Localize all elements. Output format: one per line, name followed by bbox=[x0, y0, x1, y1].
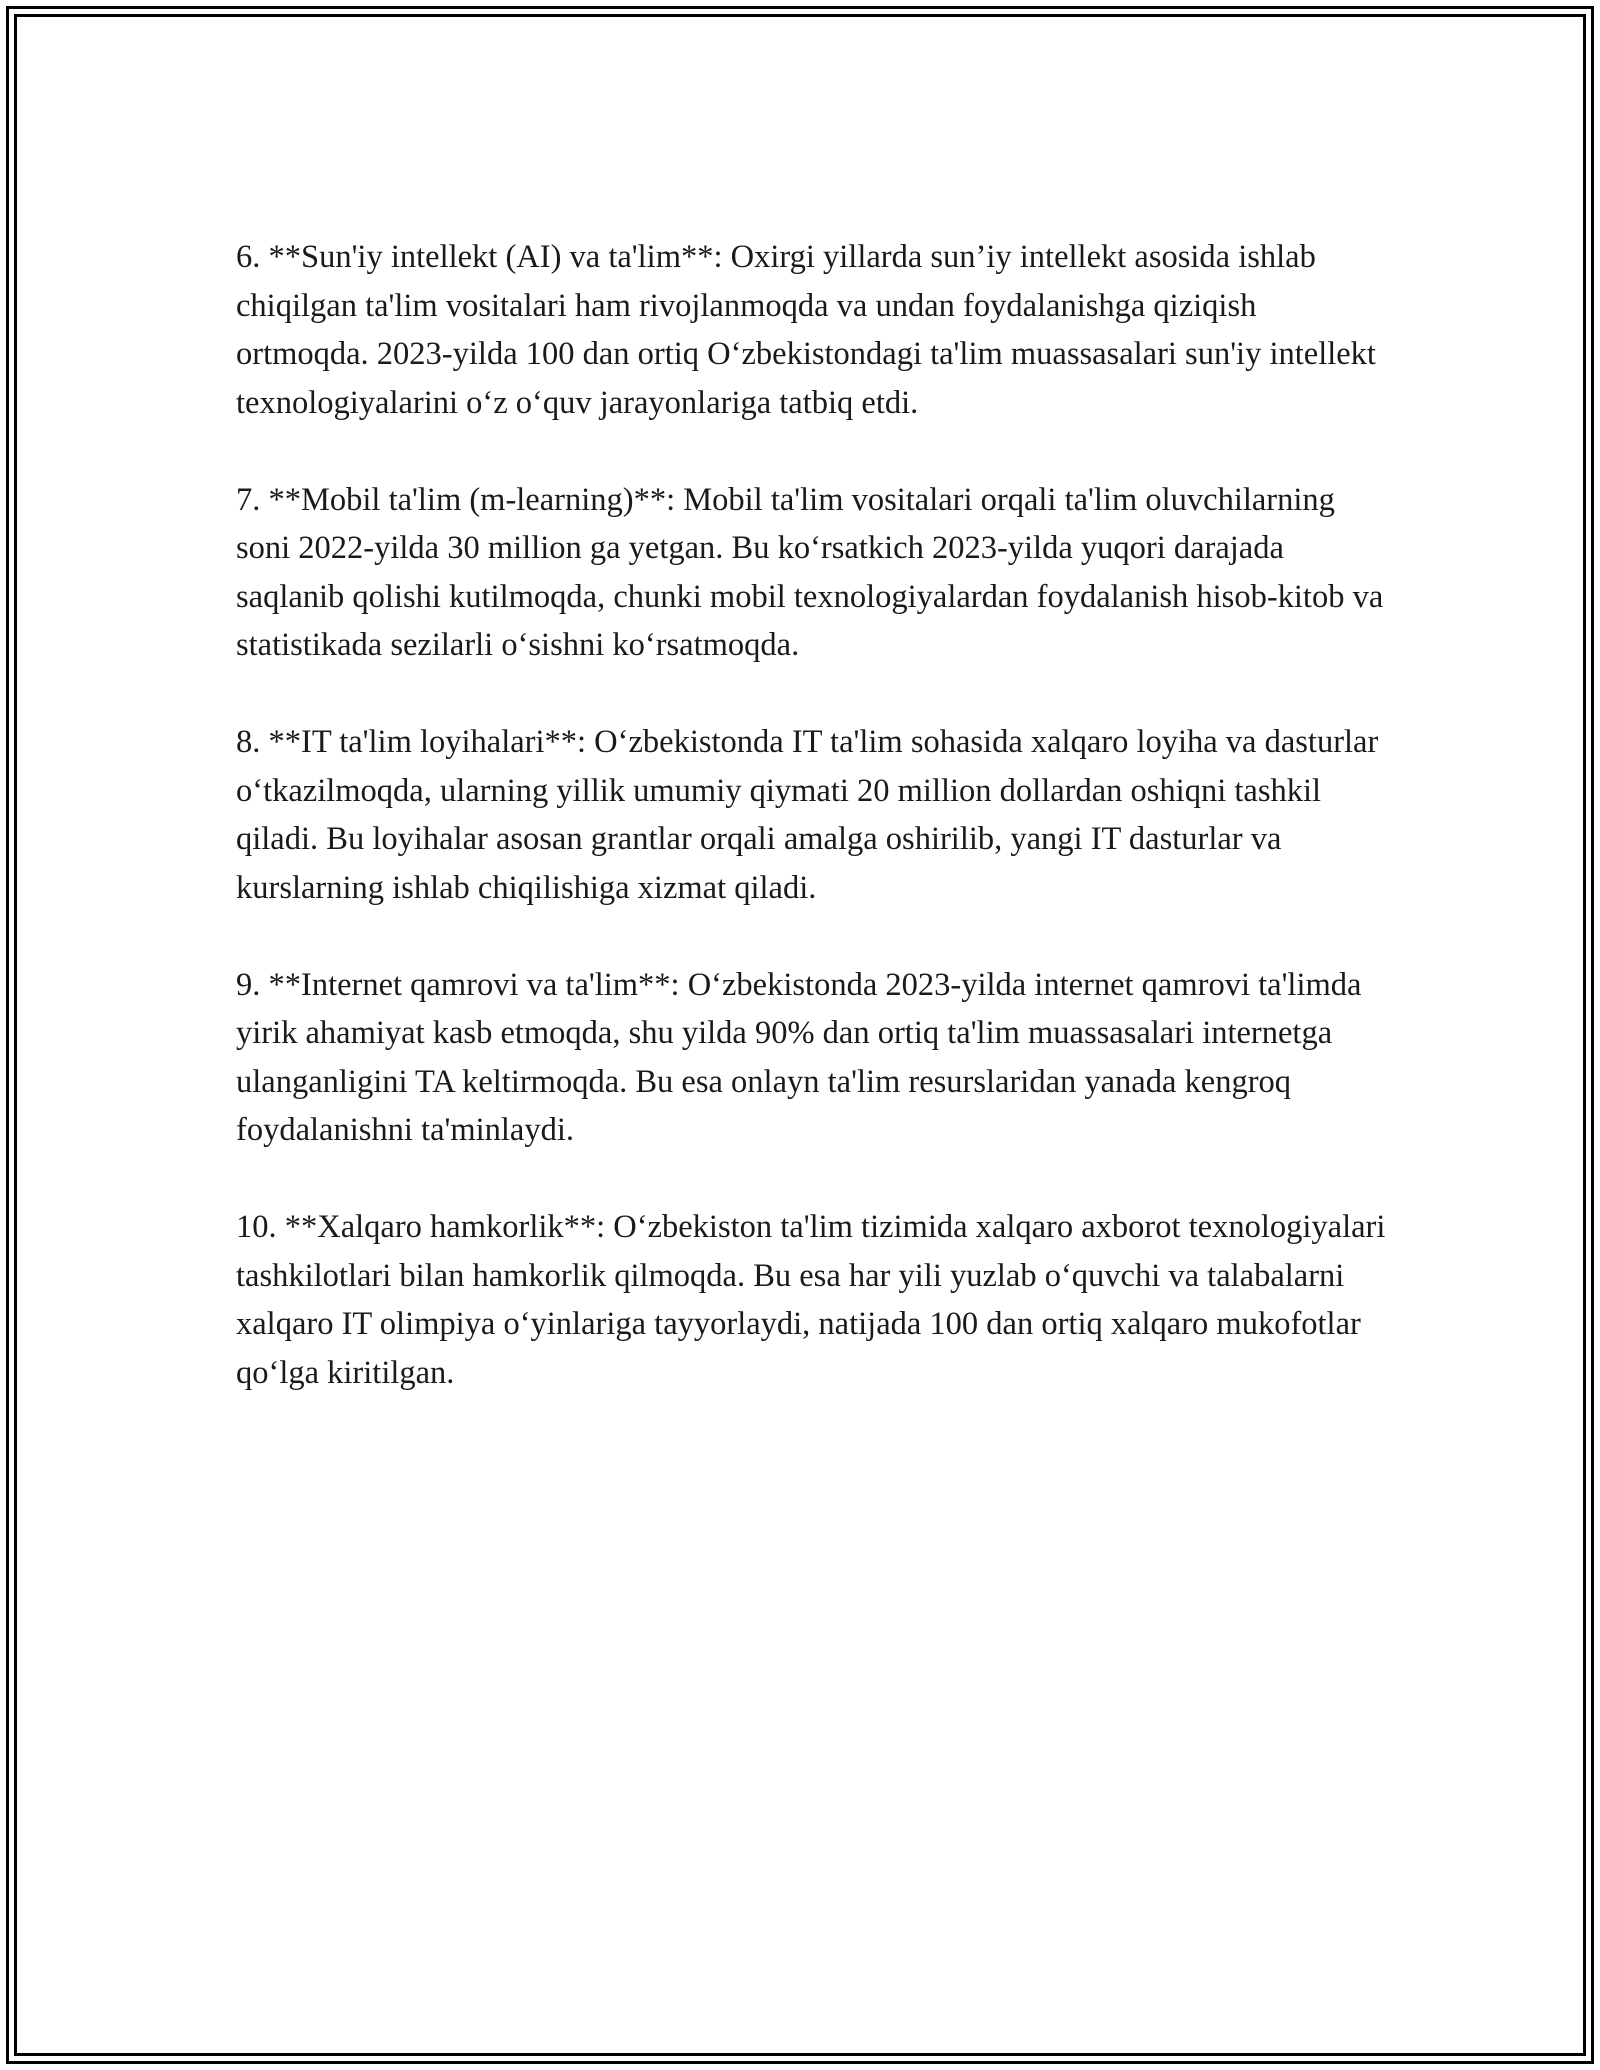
paragraph-it-education-projects: 8. **IT ta'lim loyihalari**: O‘zbekistonda IT ta'lim sohasida xalqaro loyiha va dasturlar o‘tkazilmoqda, ularning yillik umumiy qiymati 20 million dollardan oshiqni tashkil qiladi. Bu loyihalar asosan grantlar orqali amalga oshirilib, yangi IT dasturlar va kurslarning ishlab chiqilishiga xizmat qiladi. bbox=[236, 724, 1379, 906]
paragraph-international-cooperation: 10. **Xalqaro hamkorlik**: O‘zbekiston ta'lim tizimida xalqaro axborot texnologiyalari tashkilotlari bilan hamkorlik qilmoqda. Bu esa har yili yuzlab o‘quvchi va talabalarni xalqaro IT olimpiya o‘yinlariga tayyorlaydi, natijada 100 dan ortiq xalqaro mukofotlar qo‘lga kiritilgan. bbox=[236, 1209, 1386, 1391]
paragraph-ai-education: 6. **Sun'iy intellekt (AI) va ta'lim**: Oxirgi yillarda sun’iy intellekt asosida ishlab chiqilgan ta'lim vositalari ham rivojlanmoqda va undan foydalanishga qiziqish ortmoqda. 2023-yilda 100 dan ortiq O‘zbekistondagi ta'lim muassasalari sun'iy intellekt texnologiyalarini o‘z o‘quv jarayonlariga tatbiq etdi. bbox=[236, 239, 1376, 421]
document-body bbox=[236, 233, 1386, 1446]
paragraph-internet-coverage: 9. **Internet qamrovi va ta'lim**: O‘zbekistonda 2023-yilda internet qamrovi ta'limda yirik ahamiyat kasb etmoqda, shu yilda 90% dan ortiq ta'lim muassasalari internetga ulanganligini TA keltirmoqda. Bu esa onlayn ta'lim resurslaridan yanada kengroq foydalanishni ta'minlaydi. bbox=[236, 966, 1362, 1148]
paragraph-mobile-learning: 7. **Mobil ta'lim (m-learning)**: Mobil ta'lim vositalari orqali ta'lim oluvchilarning soni 2022-yilda 30 million ga yetgan. Bu ko‘rsatkich 2023-yilda yuqori darajada saqlanib qolishi kutilmoqda, chunki mobil texnologiyalardan foydalanish hisob-kitob va statistikada sezilarli o‘sishni ko‘rsatmoqda. bbox=[236, 481, 1384, 663]
